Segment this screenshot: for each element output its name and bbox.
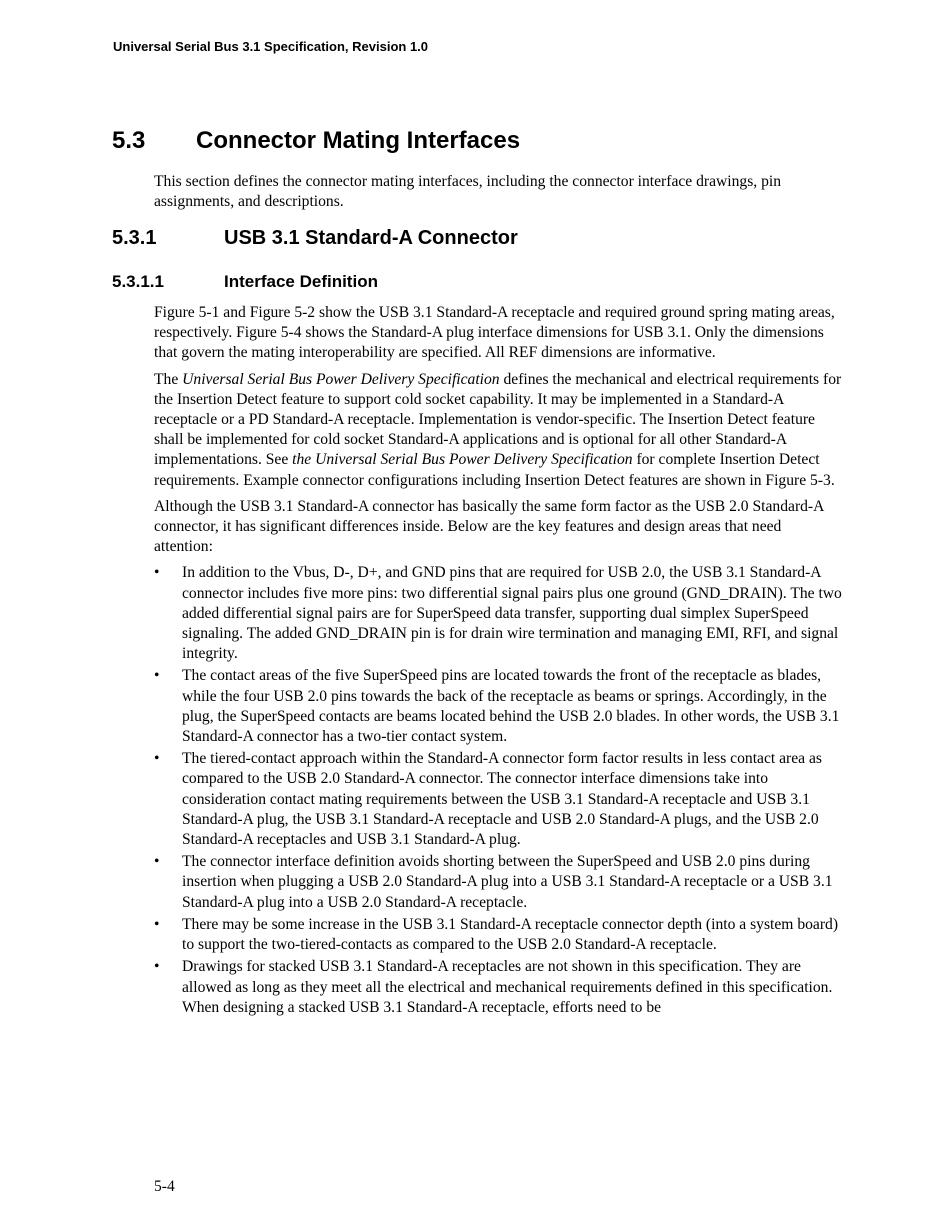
paragraph-3: Although the USB 3.1 Standard-A connector has basically the same form factor as the USB 2.0 Standard-A connector, it has significant differences inside. Below are the key features and design areas that need attention:: [154, 497, 824, 556]
list-item: [154, 957, 844, 1018]
intro-paragraph: This section defines the connector mating interfaces, including the connector interface drawings, pin assignments, and descriptions.: [154, 173, 781, 211]
bullet-icon: •: [154, 667, 160, 685]
subsubsection-heading: [112, 272, 378, 292]
running-header: Universal Serial Bus 3.1 Specification, Revision 1.0: [113, 39, 429, 54]
list-item-text: The connector interface definition avoids shorting between the SuperSpeed and USB 2.0 pins during insertion when plugging a USB 2.0 Standard-A plug into a USB 3.1 Standard-A receptacle or a USB 3.1 Standard-A plug into a USB 2.0 Standard-A receptacle.: [182, 853, 833, 911]
list-item: [154, 915, 844, 955]
list-item-text: Drawings for stacked USB 3.1 Standard-A receptacles are not shown in this specification. They are allowed as long as they meet all the electrical and mechanical requirements defined in this specification. When designing a stacked USB 3.1 Standard-A receptacle, efforts need to be: [182, 958, 833, 1016]
section-heading: [112, 127, 520, 155]
paragraph-2-text-e: for complete Insertion Detect requirements. Example connector configurations including Insertion Detect features are shown in Figure 5-3.: [154, 451, 835, 489]
list-item: [154, 666, 844, 747]
bullet-icon: •: [154, 915, 160, 933]
subsection-title: USB 3.1 Standard-A Connector: [224, 227, 518, 249]
list-item-text: There may be some increase in the USB 3.1 Standard-A receptacle connector depth (into a system board) to support the two-tiered-contacts as compared to the USB 2.0 Standard-A receptacle.: [182, 915, 839, 954]
bullet-icon: •: [154, 853, 160, 871]
bullet-icon: •: [154, 958, 160, 976]
paragraph-2: [154, 370, 844, 491]
subsubsection-number: 5.3.1.1: [112, 272, 164, 291]
bullet-icon: •: [154, 750, 160, 768]
paragraph-2-text-c: defines the mechanical and electrical requirements for the Insertion Detect feature to support cold socket capability. It may be implemented in a Standard-A receptacle or a PD Standard-A receptacle. Implementation is vendor-specific. The Insertion Detect feature shall be implemented for cold socket Standard-A applications and is optional for all other Standard-A implementations. See: [154, 370, 842, 469]
list-item: [154, 563, 844, 664]
list-item: [154, 749, 844, 850]
pd-spec-reference-1: Universal Serial Bus Power Delivery Specification: [182, 370, 500, 388]
body-text: [154, 303, 844, 1020]
list-item-text: In addition to the Vbus, D-, D+, and GND pins that are required for USB 2.0, the USB 3.1 Standard-A connector includes five more pins: two differential signal pairs plus one ground (GND_DRAIN). The two added differential signal pairs are for SuperSpeed data transfer, supporting dual simplex SuperSpeed signaling. The added GND_DRAIN pin is for drain wire termination and managing EMI, RFI, and signal integrity.: [182, 564, 842, 663]
section-number: 5.3: [112, 127, 146, 154]
list-item: [154, 852, 844, 913]
list-item-text: The tiered-contact approach within the Standard-A connector form factor results in less contact area as compared to the USB 2.0 Standard-A connector. The connector interface dimensions take into consideration contact mating requirements between the USB 3.1 Standard-A receptacle and USB 3.1 Standard-A plug, the USB 3.1 Standard-A receptacle and USB 2.0 Standard-A plugs, and the USB 2.0 Standard-A receptacles and USB 3.1 Standard-A plug.: [182, 750, 822, 849]
key-features-list: [154, 563, 844, 1017]
subsubsection-title: Interface Definition: [224, 272, 378, 291]
subsection-heading: [112, 227, 518, 250]
bullet-icon: •: [154, 564, 160, 582]
section-intro: [154, 172, 844, 212]
list-item-text: The contact areas of the five SuperSpeed pins are located towards the front of the receptacle as blades, while the four USB 2.0 pins towards the back of the receptacle as beams or springs. Accordingly, in the plug, the SuperSpeed contacts are beams located behind the USB 2.0 blades. In other words, the USB 3.1 Standard-A connector has a two-tier contact system.: [182, 667, 840, 746]
subsection-number: 5.3.1: [112, 227, 157, 249]
section-title: Connector Mating Interfaces: [196, 127, 521, 154]
page-number: 5-4: [154, 1178, 175, 1195]
paragraph-2-text-a: The: [154, 370, 183, 388]
pd-spec-reference-2: the Universal Serial Bus Power Delivery Specification: [292, 451, 633, 469]
paragraph-1: Figure 5-1 and Figure 5-2 show the USB 3.1 Standard-A receptacle and required ground spring mating areas, respectively. Figure 5-4 shows the Standard-A plug interface dimensions for USB 3.1. Only the dimensions that govern the mating interoperability are specified. All REF dimensions are informative.: [154, 304, 835, 362]
